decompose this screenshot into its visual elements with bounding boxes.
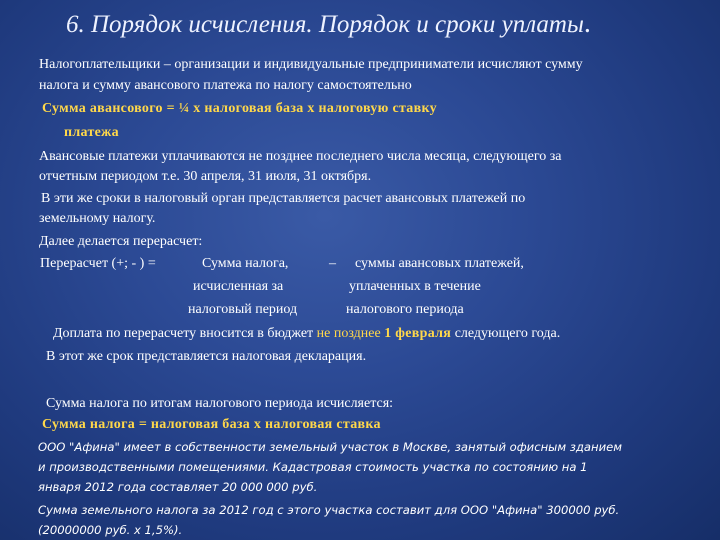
example-line: января 2012 года составляет 20 000 000 руб. [38,480,318,494]
recalc-term-2: уплаченных в течение [349,279,481,294]
example-line: и производственными помещениями. Кадастровая стоимость участка по состоянию на 1 [38,460,588,474]
payment-deadline-line [53,326,560,342]
paragraph-line: В этот же срок представляется налоговая декларация. [46,349,367,364]
paragraph-line: Сумма налога по итогам налогового периода исчисляется: [46,396,394,411]
recalc-term-1: Сумма налога, [202,256,289,271]
slide-title [66,8,591,40]
recalc-term-2: налогового периода [346,302,464,317]
deadline-text: не позднее [316,326,385,341]
example-line: ООО "Афина" имеет в собственности земельный участок в Москве, занятый офисным зданием [38,440,623,454]
example-line: (20000000 руб. х 1,5%). [38,523,183,537]
formula-tax: Сумма налога = налоговая база х налоговая ставка [42,417,381,432]
paragraph-line: земельному налогу. [39,211,156,226]
payment-text: Доплата по перерасчету вносится в бюджет [53,326,317,341]
recalc-label: Перерасчет (+; - ) = [40,256,156,271]
recalc-minus: – [329,256,336,271]
paragraph-line: Далее делается перерасчет: [39,234,203,249]
paragraph-line: Налогоплательщики – организации и индивидуальные предприниматели исчисляют сумму [39,57,583,72]
formula-advance: Сумма авансового = ¼ х налоговая база х налоговую ставку [42,101,437,116]
slide-title-text: 6. Порядок исчисления. Порядок и сроки уплаты [66,11,584,38]
slide-title-dot: . [583,8,591,39]
recalc-term-1: налоговый период [188,302,298,317]
paragraph-line: отчетным периодом т.е. 30 апреля, 31 июля, 31 октября. [39,169,372,184]
paragraph-line: налога и сумму авансового платежа по налогу самостоятельно [39,78,412,93]
recalc-term-1: исчисленная за [193,279,284,294]
paragraph-line: Авансовые платежи уплачиваются не позднее последнего числа месяца, следующего за [39,149,562,164]
deadline-date: 1 февраля [384,326,452,341]
payment-text-end: следующего года. [451,326,561,341]
example-line: Сумма земельного налога за 2012 год с этого участка составит для ООО "Афина" 300000 руб. [38,503,620,517]
formula-advance-continued: платежа [64,125,119,140]
recalc-term-2: суммы авансовых платежей, [355,256,524,271]
paragraph-line: В эти же сроки в налоговый орган представляется расчет авансовых платежей по [41,191,526,206]
